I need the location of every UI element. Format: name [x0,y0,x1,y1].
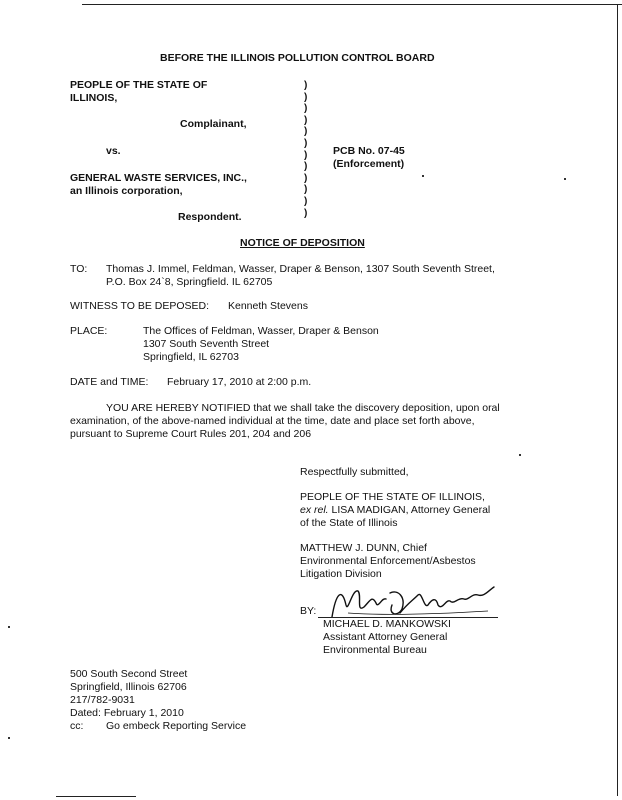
address-line-1: 500 South Second Street [70,668,188,680]
page-title: BEFORE THE ILLINOIS POLLUTION CONTROL BOARD [160,52,435,64]
versus-label: vs. [106,145,121,157]
cc-label: cc: [70,720,84,732]
closing: Respectfully submitted, [300,466,409,478]
scan-speck [8,626,10,628]
case-type: (Enforcement) [333,158,405,170]
caption-brace: ) ) ) ) ) ) ) ) ) ) ) ) [304,80,308,219]
to-line-2: P.O. Box 24`8, Springfield. IL 62705 [106,276,273,288]
body-line-2: examination, of the above-named individual at the time, date and place set forth above, [70,415,475,427]
body-line-1: YOU ARE HEREBY NOTIFIED that we shall take the discovery deposition, upon oral [106,402,500,414]
address-line-2: Springfield, Illinois 62706 [70,681,187,693]
chief-line-2: Environmental Enforcement/Asbestos [300,555,476,567]
phone-number: 217/782-9031 [70,694,135,706]
party-line-2 [300,504,490,516]
chief-line-3: Litigation Division [300,568,382,580]
scan-speck [519,454,521,456]
signer-title-2: Environmental Bureau [323,644,427,656]
body-line-3: pursuant to Supreme Court Rules 201, 204 and 206 [70,428,312,440]
right-border-line [617,4,618,796]
case-number: PCB No. 07-45 [333,145,405,157]
top-border-line [82,4,622,5]
plaintiff-state: ILLINOIS, [70,92,118,104]
complainant-label: Complainant, [180,118,247,130]
to-label: TO: [70,263,88,275]
party-line-3: of the State of Illinois [300,517,398,529]
chief-line-1: MATTHEW J. DUNN, Chief [300,542,427,554]
scan-speck [422,175,424,177]
respondent-label: Respondent. [178,211,242,223]
signer-name: MICHAEL D. MANKOWSKI [323,618,451,630]
notice-title: NOTICE OF DEPOSITION [240,237,365,249]
bottom-border-line [56,796,136,797]
place-line-3: Springfield, IL 62703 [143,351,239,363]
plaintiff-name: PEOPLE OF THE STATE OF [70,79,208,91]
place-line-2: 1307 South Seventh Street [143,338,270,350]
party-line-1: PEOPLE OF THE STATE OF ILLINOIS, [300,491,485,503]
cc-value: Go embeck Reporting Service [106,720,247,732]
dated-line: Dated: February 1, 2010 [70,707,184,719]
by-label: BY: [300,605,317,617]
scan-speck [8,737,10,739]
signer-title-1: Assistant Attorney General [323,631,448,643]
place-line-1: The Offices of Feldman, Wasser, Draper & Benson [143,325,379,337]
scan-speck [564,178,566,180]
place-label: PLACE: [70,325,108,337]
defendant-name: GENERAL WASTE SERVICES, INC., [70,172,247,184]
datetime-label: DATE and TIME: [70,376,149,388]
ex-rel-text: ex rel. [300,504,329,516]
to-line-1: Thomas J. Immel, Feldman, Wasser, Draper & Benson, 1307 South Seventh Street, [106,263,495,275]
datetime-value: February 17, 2010 at 2:00 p.m. [167,376,312,388]
party-line-2-rest: LISA MADIGAN, Attorney General [328,504,491,516]
defendant-description: an Illinois corporation, [70,185,183,197]
witness-name: Kenneth Stevens [228,300,308,312]
witness-label: WITNESS TO BE DEPOSED: [70,300,210,312]
